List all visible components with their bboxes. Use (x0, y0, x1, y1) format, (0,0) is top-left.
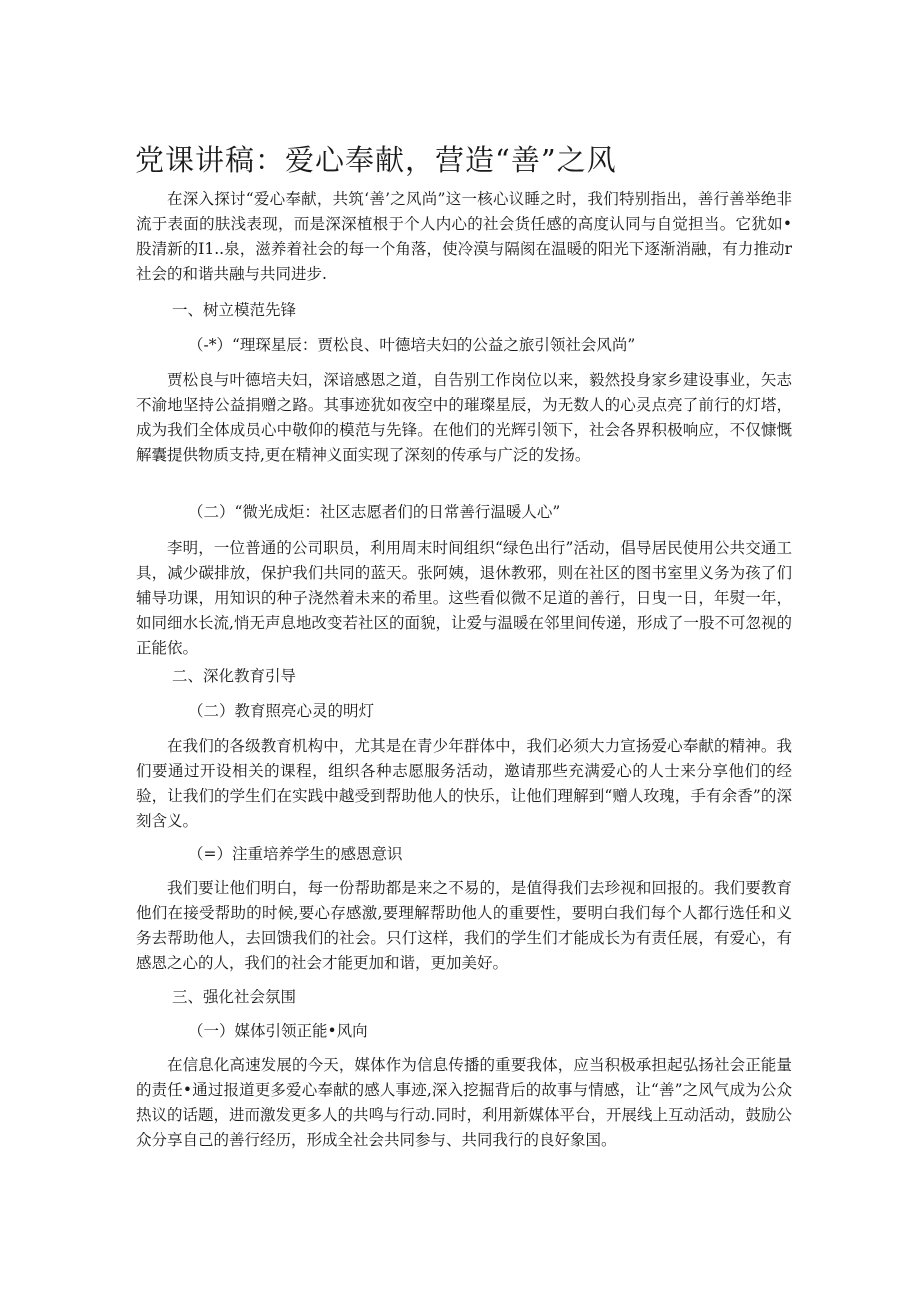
paragraph-2-1: 在我们的各级教育机构中，尤其是在青少年群体中，我们必须大力宣扬爱心奉献的精神。我们要通过开设相关的课程，组织各种志愿服务活动，邀请那些充满爱心的人士来分享他们的经验，让我们的学生们在实践中越受到帮助他人的快乐，让他们理解到“赠人玫瑰，手有余香”的深刻含义。 (136, 737, 792, 830)
section-heading-2: 二、深化教育引导 (172, 667, 297, 685)
section-heading-3: 三、强化社会氛围 (172, 988, 297, 1006)
paragraph-1-1: 贾松良与叶德培夫妇，深谙感恩之道，自告别工作岗位以来，毅然投身家乡建设事业，矢志不渝地坚持公益捐赠之路。其事迹犹如夜空中的璀璨星辰，为无数人的心灵点亮了前行的灯塔，成为我们全体成员心中敬仰的模范与先锋。在他们的光辉引领下，社会各界积极响应，不仅慷慨解囊提供物质支持,更在精神义面实现了深刻的传承与广泛的发扬。 (136, 371, 792, 464)
intro-paragraph: 在深入探讨“爱心奉献，共筑‘善’之风尚”这一核心议睡之时，我们特别指出，善行善举绝非流于表面的肤浅表现，而是深深植根于个人内心的社会货任感的高度认同与自觉担当。它犹如•股清新的I1..泉，滋养着社会的每一个角落，使冷漠与隔阂在温暖的阳光下逐渐消融，有力推动r社会的和谐共融与共同进步. (136, 190, 792, 283)
subsection-heading-2-2: （=）注重培养学生的感恩意识 (188, 845, 403, 863)
paragraph-1-2: 李明，一位普通的公司职员，利用周末时间组织“绿色出行”活动，倡导居民使用公共交通工具，减少碳排放，保护我们共同的蓝天。张阿姨，退休教邪，则在社区的图书室里义务为孩了们辅导功课，用知识的种子浇然着未来的希里。这些看似微不足道的善行，日曳一日，年熨一年，如同细水长流,悄无声息地改变若社区的面貌，让爱与温暖在邻里间传递，形成了一股不可忽视的正能依。 (136, 539, 792, 657)
subsection-heading-3-1: （一）媒体引领正能•风向 (188, 1022, 368, 1040)
subsection-heading-2-1: （二）教育照亮心灵的明灯 (188, 702, 375, 720)
subsection-heading-1-2: （二）“微光成炬：社区志愿者们的日常善行温暖人心” (188, 503, 561, 521)
paragraph-3-1: 在信息化高速发展的今天，媒体作为信息传播的重要我体，应当积极承担起弘扬社会正能量的责任•通过报道更多爱心奉献的感人事迹,深入挖掘背后的故事与情感，让“善”之风气成为公众热议的话题，进而激发更多人的共鸣与行动.同时，利用新媒体平台，开展线上互动活动，鼓励公众分享自己的善行经历，形成全社会共同参与、共同我行的良好象国。 (136, 1056, 792, 1149)
section-heading-1: 一、树立模范先锋 (172, 301, 297, 319)
subsection-heading-1-1: （-*）“理琛星辰：贾松良、叶德培夫妇的公益之旅引领社会风尚” (188, 336, 636, 354)
paragraph-2-2: 我们要让他们明白，每一份帮助都是来之不易的，是值得我们去珍视和回报的。我们要教育他们在接受帮助的时候,要心存感激,要理解帮助他人的重要性，要明白我们每个人都行选任和义务去帮助他人，去回馈我们的社会。只仃这样，我们的学生们才能成长为有责任展，有爱心，有感恩之心的人，我们的社会才能更加和谐，更加美好。 (136, 879, 792, 972)
page-title: 党课讲稿：爱心奉献，营造“善”之风 (135, 143, 617, 177)
